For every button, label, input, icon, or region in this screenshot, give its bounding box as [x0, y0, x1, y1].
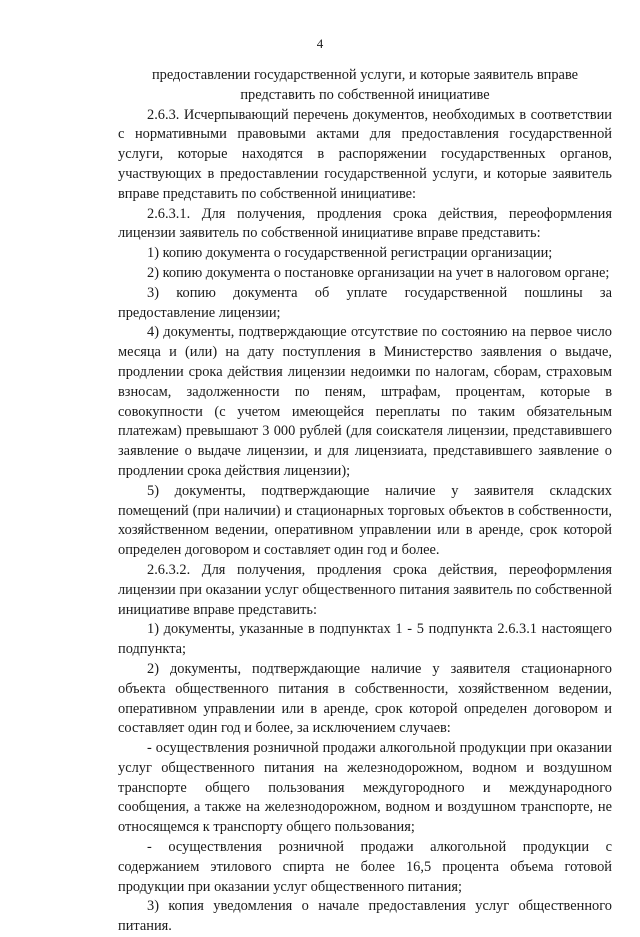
list-item-3: 3) копию документа об уплате государственной пошлины за предоставление лицензии; [118, 284, 612, 321]
paragraph-2-6-3-1: 2.6.3.1. Для получения, продления срока действия, переоформления лицензии заявитель по собственной инициативе вправе представить: [118, 205, 612, 242]
section-heading-line-2: представить по собственной инициативе [240, 86, 490, 103]
page-number: 4 [316, 36, 324, 51]
dash-item-2: - осуществления розничной продажи алкогольной продукции с содержанием этилового спирта не более 16,5 процента объема готовой продукции при оказании услуг общественного питания; [118, 839, 612, 895]
list-item-4: 4) документы, подтверждающие отсутствие по состоянию на первое число месяца и (или) на дату поступления в Министерство заявления о выдаче, продлении срока действия лицензии недоимки по налогам, сборам, страховым взносам, задолженности по пеням, штрафам, процентам, которые в совокупности (с учетом имеющейся переплаты по таким обязательным платежам) превышают 3 000 рублей (для соискателя лицензии, представившего заявление о выдаче лицензии, и для лицензиата, представившего заявление о продлении срока действия лицензии); [118, 324, 612, 479]
document-body [118, 66, 612, 937]
dash-item-1: - осуществления розничной продажи алкогольной продукции при оказании услуг общественного питания на железнодорожном, водном и воздушном транспорте общего пользования междугородного и международного сообщения, а также на железнодорожном, водном и воздушном транспорте, не относящемся к транспорту общего пользования; [118, 740, 612, 836]
section-heading-line-1: предоставлении государственной услуги, и которые заявитель вправе [151, 67, 579, 83]
list-item-3b: 3) копия уведомления о начале предоставления услуг общественного питания. [118, 898, 612, 935]
paragraph-2-6-3-2: 2.6.3.2. Для получения, продления срока действия, переоформления лицензии при оказании услуг общественного питания заявитель по собственной инициативе вправе представить: [118, 561, 612, 618]
list-item-5: 5) документы, подтверждающие наличие у заявителя складских помещений (при наличии) и стационарных торговых объектов в собственности, хозяйственном ведении, оперативном управлении или в аренде, срок которой определен договором и составляет один год и более. [118, 482, 612, 559]
list-item-1: 1) копию документа о государственной регистрации организации; [147, 245, 553, 262]
paragraph-2-6-3: 2.6.3. Исчерпывающий перечень документов, необходимых в соответствии с нормативными правовыми актами для предоставления государственной услуги, которые находятся в распоряжении государственных органов, участвующих в предоставлении государственной услуги, и которые заявитель вправе представить по собственной инициативе: [118, 106, 612, 202]
list-item-2: 2) копию документа о постановке организации на учет в налоговом органе; [147, 264, 610, 281]
list-item-1b: 1) документы, указанные в подпунктах 1 - 5 подпункта 2.6.3.1 настоящего подпункта; [118, 621, 612, 658]
list-item-2b: 2) документы, подтверждающие наличие у заявителя стационарного объекта общественного питания в собственности, хозяйственном ведении, оперативном управлении или в аренде, срок которой определен договором и составляет один год и более, за исключением случаев: [118, 660, 612, 737]
